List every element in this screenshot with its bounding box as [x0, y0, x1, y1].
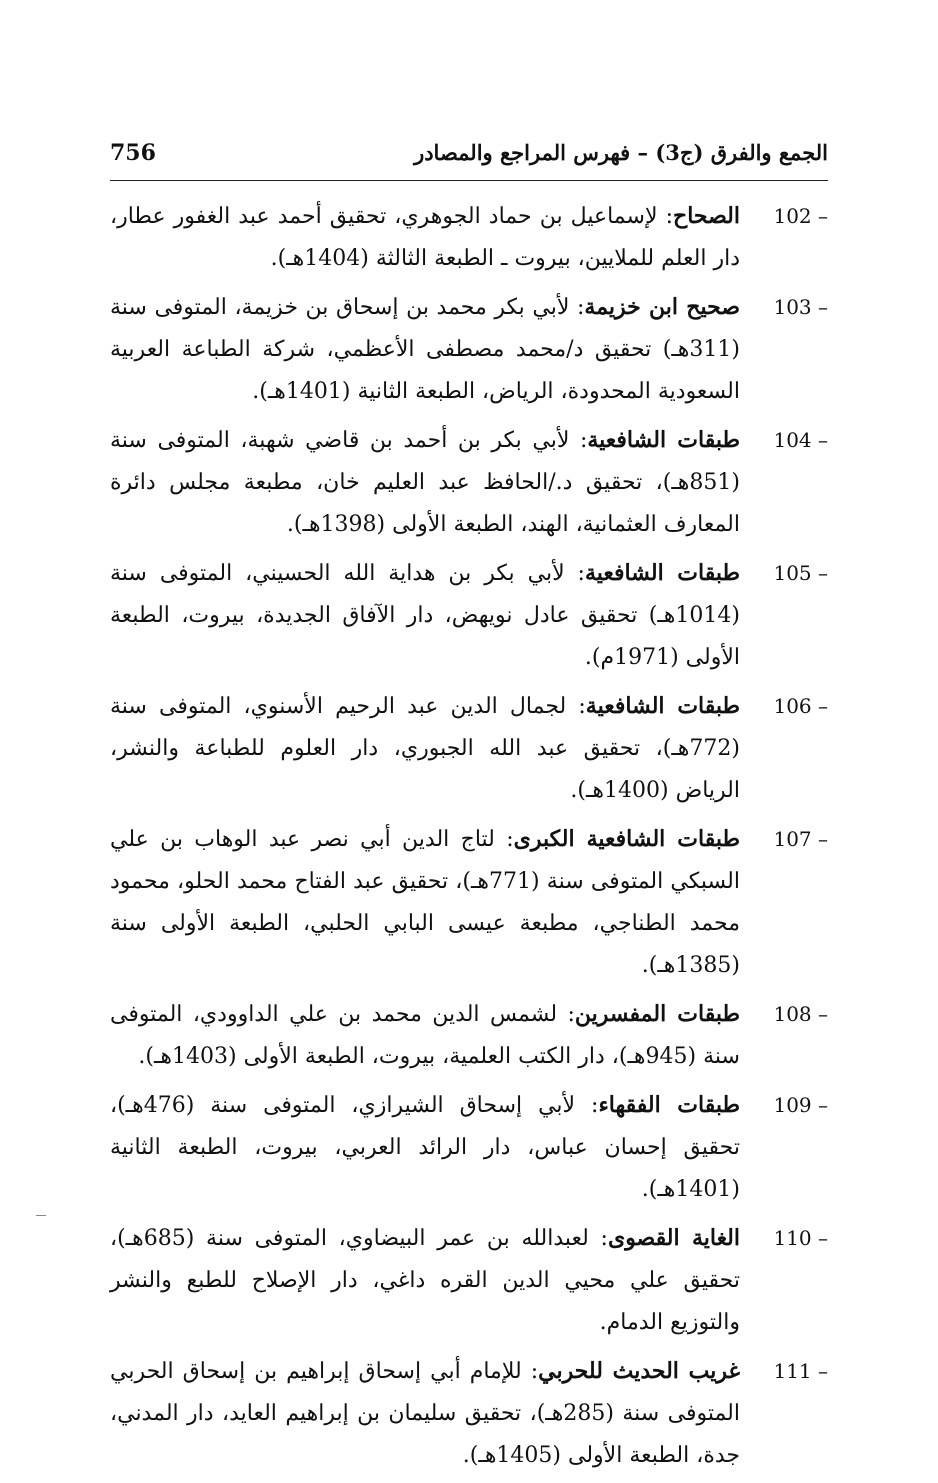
- reference-entry-107: [110, 818, 828, 987]
- entry-text: [110, 195, 740, 280]
- entry-body: : للإمام أبي إسحاق إبراهيم بن إسحاق الحربي المتوفى سنة (285هـ)، تحقيق سليمان بن إبراهيم العايد، دار المدني، جدة، الطبعة الأولى (1405هـ).: [110, 1359, 740, 1468]
- entry-number: 110 –: [773, 1226, 828, 1250]
- entry-body: : لأبي بكر بن أحمد بن قاضي شهبة، المتوفى سنة (851هـ)، تحقيق د./الحافظ عبد العليم خان، مطبعة مجلس دائرة المعارف العثمانية، الهند، الطبعة الأولى (1398هـ).: [110, 428, 740, 537]
- entry-body: : لأبي بكر محمد بن إسحاق بن خزيمة، المتوفى سنة (311هـ) تحقيق د/محمد مصطفى الأعظمي، شركة الطباعة العربية السعودية المحدودة، الرياض، الطبعة الثانية (1401هـ).: [110, 295, 740, 404]
- reference-entry-103: [110, 286, 828, 413]
- entry-text: [110, 993, 740, 1078]
- entry-body: : لأبي بكر بن هداية الله الحسيني، المتوفى سنة (1014هـ) تحقيق عادل نويهض، دار الآفاق الجديدة، بيروت، الطبعة الأولى (1971م).: [110, 561, 740, 670]
- entry-body: : لجمال الدين عبد الرحيم الأسنوي، المتوفى سنة (772هـ)، تحقيق عبد الله الجبوري، دار العلوم للطباعة والنشر، الرياض (1400هـ).: [110, 694, 740, 803]
- entry-title: طبقات الشافعية: [587, 427, 741, 453]
- entry-body: : لشمس الدين محمد بن علي الداوودي، المتوفى سنة (945هـ)، دار الكتب العلمية، بيروت، الطبعة الأولى (1403هـ).: [110, 1002, 740, 1069]
- page: [110, 140, 828, 1483]
- reference-entry-106: [110, 685, 828, 812]
- entry-number: 107 –: [773, 827, 828, 851]
- reference-entry-105: [110, 552, 828, 679]
- entry-number: 111 –: [773, 1359, 828, 1383]
- entry-number: 109 –: [773, 1093, 828, 1117]
- reference-entry-109: [110, 1084, 828, 1211]
- entry-text: [110, 1084, 740, 1211]
- entry-text: [110, 419, 740, 546]
- entry-title: طبقات الفقهاء: [598, 1092, 740, 1118]
- reference-entry-110: [110, 1217, 828, 1344]
- entry-body: : لإسماعيل بن حماد الجوهري، تحقيق أحمد عبد الغفور عطار، دار العلم للملايين، بيروت ـ الطبعة الثالثة (1404هـ).: [110, 204, 740, 271]
- entry-text: [110, 552, 740, 679]
- entry-title: طبقات الشافعية: [584, 560, 740, 586]
- reference-entry-111: [110, 1350, 828, 1477]
- page-number: 756: [110, 140, 156, 166]
- reference-entry-104: [110, 419, 828, 546]
- entry-text: [110, 1217, 740, 1344]
- entry-title: صحيح ابن خزيمة: [584, 294, 740, 320]
- reference-entry-102: [110, 195, 828, 280]
- entry-text: [110, 818, 740, 987]
- entry-number: 103 –: [773, 295, 828, 319]
- entry-text: [110, 1350, 740, 1477]
- entry-title: طبقات الشافعية: [585, 693, 741, 719]
- header-title: الجمع والفرق (ج3) – فهرس المراجع والمصادر: [414, 140, 828, 165]
- entry-body: : لتاج الدين أبي نصر عبد الوهاب بن علي السبكي المتوفى سنة (771هـ)، تحقيق عبد الفتاح محمد الحلو، محمود محمد الطناجي، مطبعة عيسى البابي الحلبي، الطبعة الأولى سنة (1385هـ).: [110, 827, 740, 978]
- entry-body: : لعبدالله بن عمر البيضاوي، المتوفى سنة (685هـ)، تحقيق علي محيي الدين القره داغي، دار الإصلاح للطبع والنشر والتوزيع الدمام.: [110, 1226, 740, 1335]
- entry-text: [110, 286, 740, 413]
- references-list: [110, 195, 828, 1477]
- entry-title: غريب الحديث للحربي: [538, 1358, 740, 1384]
- entry-number: 108 –: [773, 1002, 828, 1026]
- page-header: [110, 140, 828, 181]
- entry-title: الصحاح: [673, 203, 740, 229]
- entry-title: الغاية القصوى: [607, 1225, 740, 1251]
- entry-number: 102 –: [773, 204, 828, 228]
- entry-number: 106 –: [773, 694, 828, 718]
- entry-title: طبقات المفسرين: [574, 1001, 740, 1027]
- entry-body: : لأبي إسحاق الشيرازي، المتوفى سنة (476هـ)، تحقيق إحسان عباس، دار الرائد العربي، بيروت، الطبعة الثانية (1401هـ).: [110, 1093, 740, 1202]
- entry-text: [110, 685, 740, 812]
- entry-number: 104 –: [773, 428, 828, 452]
- reference-entry-108: [110, 993, 828, 1078]
- entry-title: طبقات الشافعية الكبرى: [513, 826, 740, 852]
- entry-number: 105 –: [773, 561, 828, 585]
- margin-mark: [36, 1215, 46, 1216]
